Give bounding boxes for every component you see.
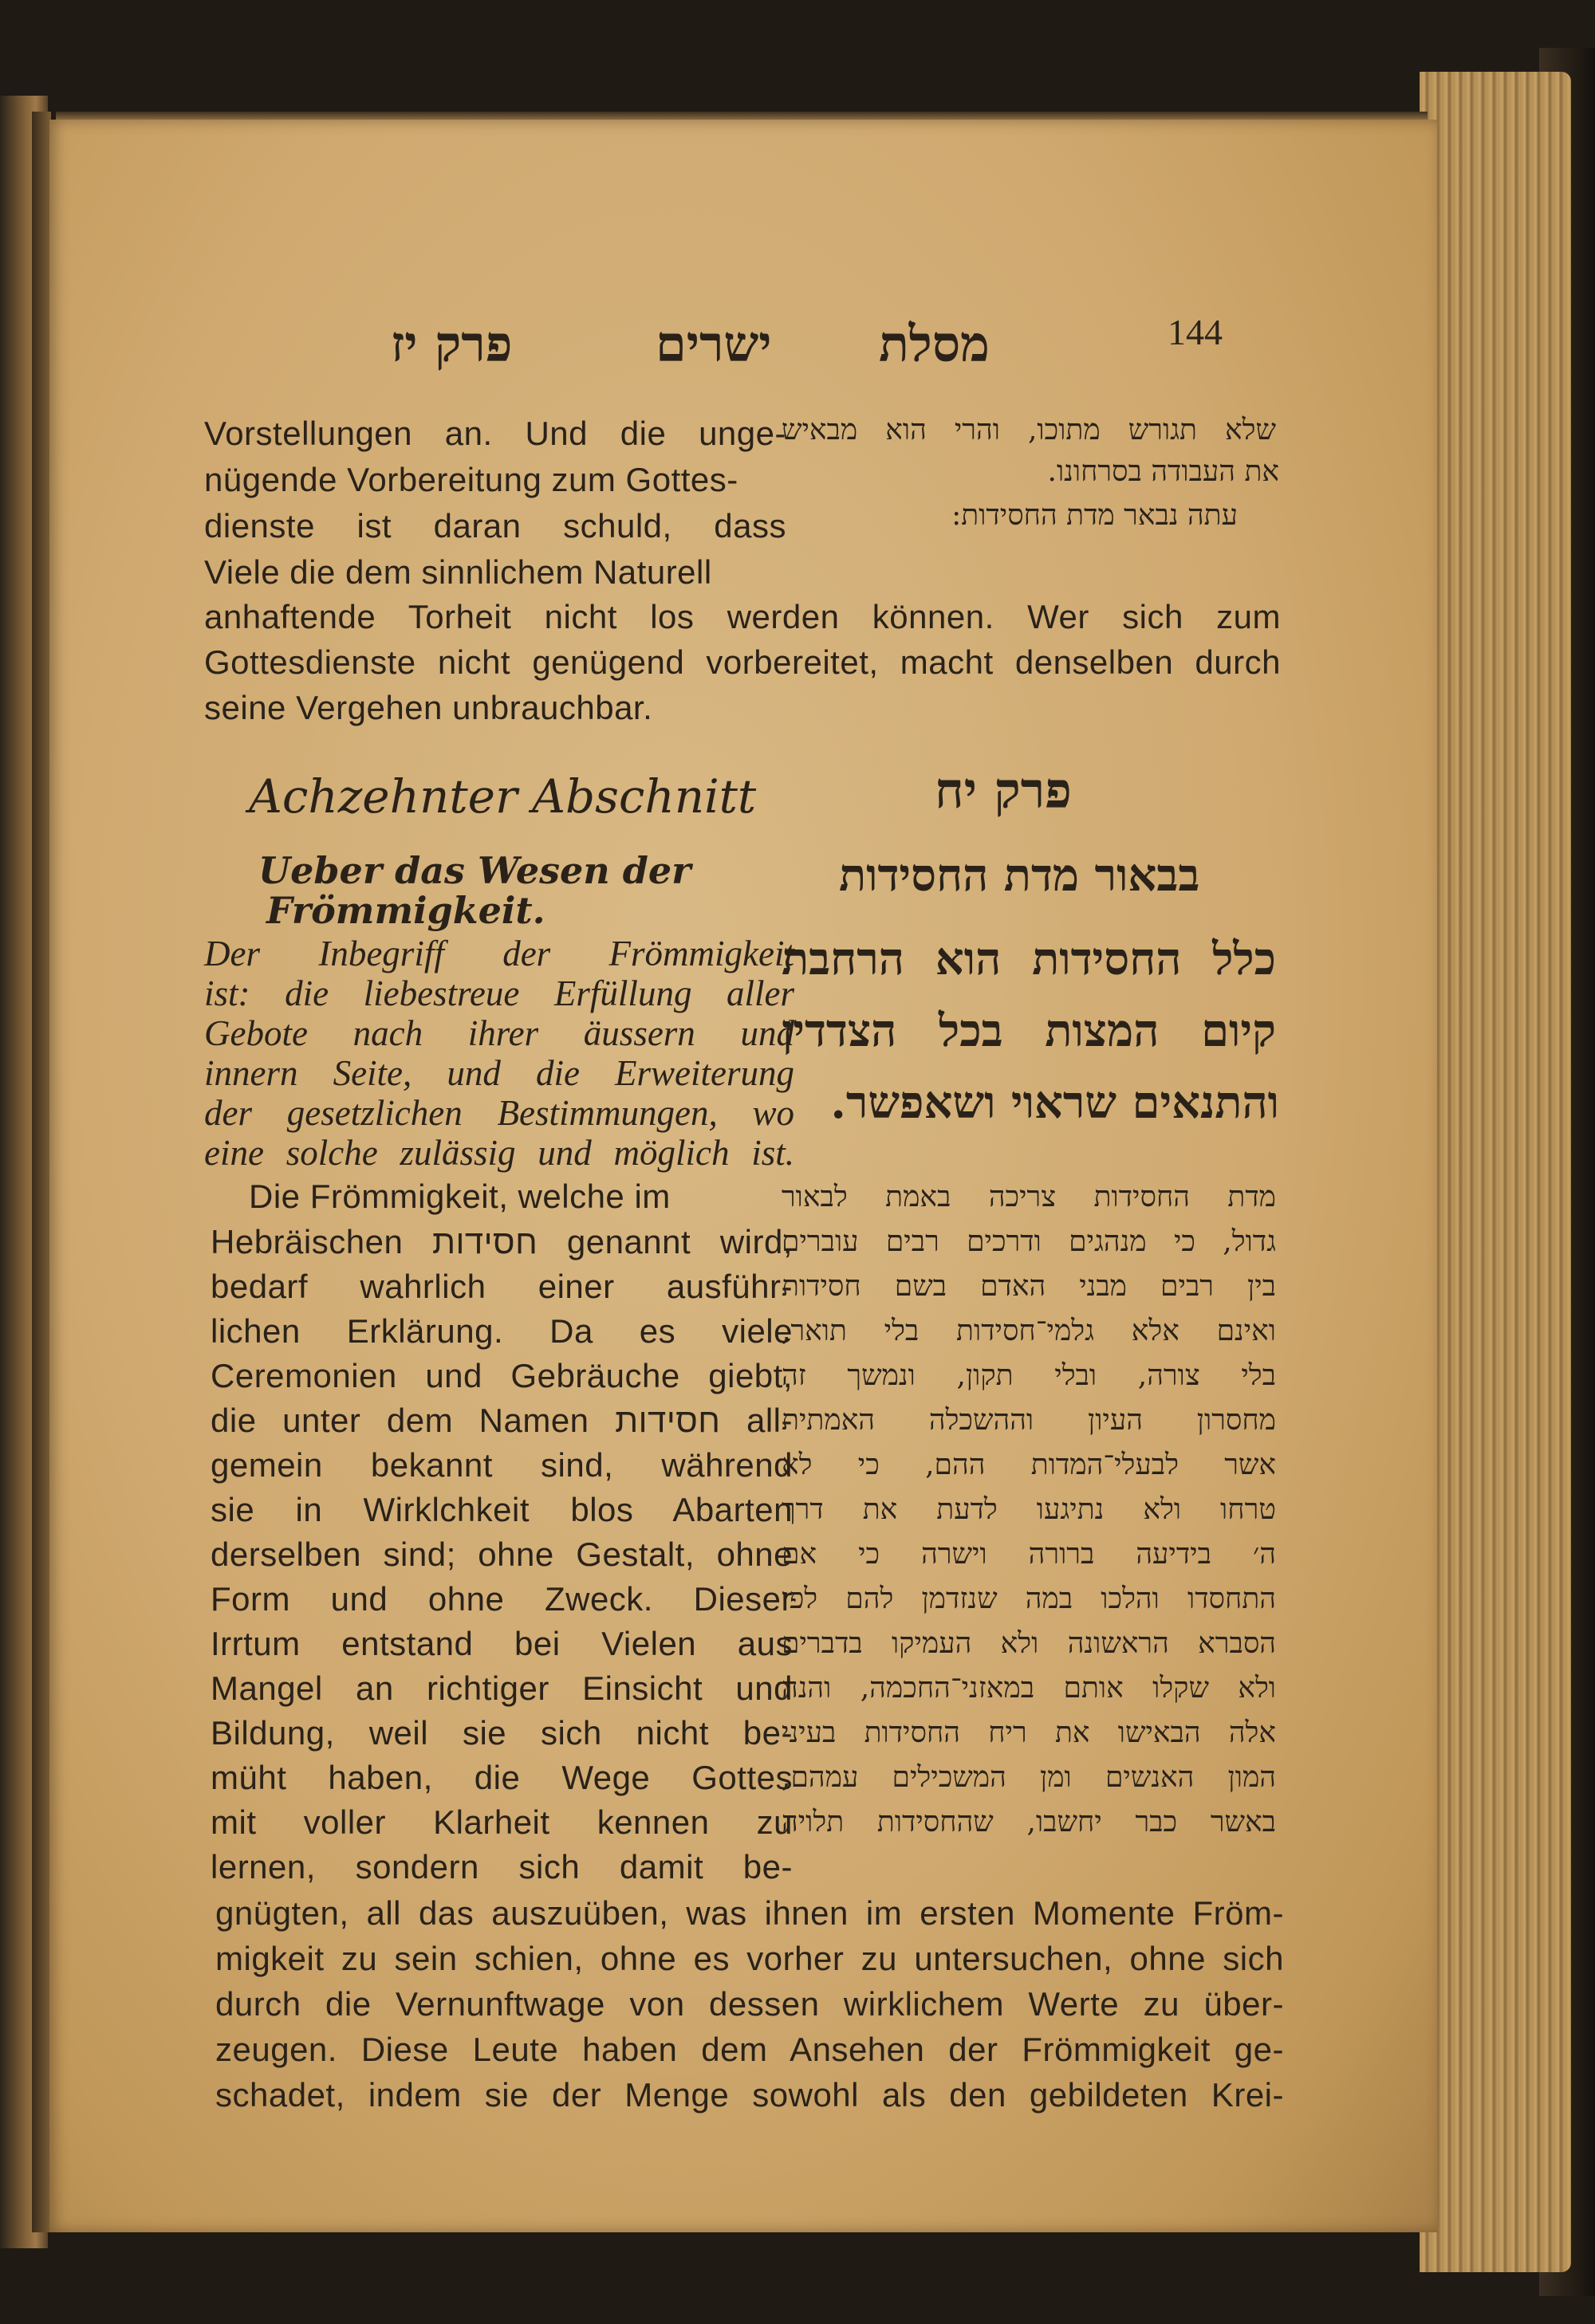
german-section-heading: Achzehnter Abschnitt: [249, 769, 757, 824]
book-page: [49, 120, 1437, 2232]
german-body-line: mit voller Klarheit kennen zu: [211, 1803, 793, 1841]
german-summary-line: innern Seite, und die Erweiterung: [204, 1053, 794, 1093]
german-full-line: seine Vergehen unbrauchbar.: [204, 689, 653, 726]
german-top-line: nügende Vorbereitung zum Gottes-: [204, 461, 738, 498]
german-full-line: durch die Vernunftwage von dessen wirklichem Werte zu über-: [215, 1985, 1284, 2023]
german-body-line: Form und ohne Zweck. Dieser: [211, 1580, 793, 1618]
german-full-line: anhaftende Torheit nicht los werden können. Wer sich zum: [204, 598, 1281, 635]
running-title-right: מסלת: [879, 315, 990, 373]
german-body-line: Die Frömmigkeit, welche im: [249, 1178, 671, 1215]
german-body-line: bedarf wahrlich einer ausführ-: [211, 1268, 793, 1305]
german-top-line: dienste ist daran schuld, dass: [204, 507, 786, 545]
hebrew-subheading: בבאור מדת החסידות: [839, 849, 1200, 902]
hebrew-body-line: מדת החסידות צריכה באמת לבאור: [782, 1181, 1276, 1213]
german-body-line: Bildung, weil sie sich nicht be-: [211, 1714, 793, 1752]
german-body-line: Ceremonien und Gebräuche giebt,: [211, 1357, 793, 1394]
german-body-line: müht haben, die Wege Gottes: [211, 1759, 793, 1796]
german-summary-line: Gebote nach ihrer äussern und: [204, 1013, 794, 1053]
running-title-left: פרק יז: [391, 315, 513, 373]
hebrew-body-line: גדול, כי מנהגים ודרכים רבים עוברים: [782, 1225, 1276, 1258]
hebrew-body-line: ולא שקלו אותם במאזני־החכמה, והנה: [782, 1672, 1276, 1705]
hebrew-top-line: עתה נבאר מדת החסידות:: [951, 499, 1238, 532]
german-body-line: die unter dem Namen חסידות all-: [211, 1402, 793, 1439]
german-body-line: sie in Wirklchkeit blos Abarten: [211, 1491, 793, 1528]
german-full-line: gnügten, all das auszuüben, was ihnen im ersten Momente Fröm-: [215, 1894, 1284, 1932]
hebrew-summary-line: קיום המצות בכל הצדדין: [782, 1005, 1276, 1057]
hebrew-body-line: המון האנשים ומן המשכילים עמהם,: [782, 1761, 1276, 1794]
hebrew-body-line: מחסרון העיון וההשכלה האמתית: [782, 1404, 1276, 1437]
german-body-line: lichen Erklärung. Da es viele: [211, 1312, 793, 1350]
hebrew-body-line: ה׳ בידיעה ברורה וישרה כי אם: [782, 1538, 1276, 1571]
german-body-line: Hebräischen חסידות genannt wird,: [211, 1223, 793, 1260]
hebrew-body-line: ואינם אלא גלמי־חסידות בלי תואר,: [782, 1315, 1276, 1347]
running-title-middle: ישרים: [656, 315, 772, 373]
german-top-line: Vorstellungen an. Und die unge-: [204, 415, 786, 452]
german-body-line: Irrtum entstand bei Vielen aus: [211, 1625, 793, 1662]
book-gutter: [32, 112, 51, 2232]
german-summary-line: eine solche zulässig und möglich ist.: [204, 1133, 794, 1173]
hebrew-body-line: אשר לבעלי־המדות ההם, כי לא: [782, 1449, 1276, 1481]
hebrew-body-line: באשר כבר יחשבו, שהחסידות תלויה: [782, 1806, 1276, 1838]
german-top-line: Viele die dem sinnlichem Naturell: [204, 553, 712, 591]
german-summary-line: ist: die liebestreue Erfüllung aller: [204, 973, 794, 1013]
german-body-line: derselben sind; ohne Gestalt, ohne: [211, 1536, 793, 1573]
german-full-line: zeugen. Diese Leute haben dem Ansehen der Frömmigkeit ge-: [215, 2031, 1284, 2068]
hebrew-body-line: בין רבים מבני האדם בשם חסידות: [782, 1270, 1276, 1303]
german-full-line: schadet, indem sie der Menge sowohl als den gebildeten Krei-: [215, 2076, 1284, 2114]
hebrew-body-line: בלי צורה, ובלי תקון, ונמשך זה: [782, 1359, 1276, 1392]
hebrew-section-heading: פרק יח: [935, 761, 1072, 820]
hebrew-body-line: טרחו ולא נתיגעו לדעת את דרך: [782, 1493, 1276, 1526]
page-stack-edges: [1420, 72, 1571, 2272]
hebrew-top-line: שלא תגורש מתוכו, והרי הוא מבאיש: [782, 414, 1276, 446]
hebrew-summary-line: והתנאים שראוי ושאפשר.: [830, 1076, 1279, 1129]
german-summary-line: Der Inbegriff der Frömmigkeit: [204, 934, 794, 973]
german-full-line: migkeit zu sein schien, ohne es vorher zu untersuchen, ohne sich: [215, 1940, 1284, 1977]
german-body-line: gemein bekannt sind, während: [211, 1446, 793, 1484]
hebrew-summary-line: כלל החסידות הוא הרחבת: [782, 933, 1276, 985]
hebrew-body-line: התחסדו והלכו במה שנזדמן להם לפי: [782, 1583, 1276, 1615]
german-body-line: lernen, sondern sich damit be-: [211, 1848, 793, 1886]
page-number: 144: [1168, 312, 1223, 352]
german-subheading: Frömmigkeit.: [266, 889, 545, 932]
german-subheading: Ueber das Wesen der: [258, 849, 691, 892]
hebrew-body-line: הסברא הראשונה ולא העמיקו בדברים: [782, 1627, 1276, 1660]
german-summary-line: der gesetzlichen Bestimmungen, wo: [204, 1093, 794, 1133]
german-full-line: Gottesdienste nicht genügend vorbereitet, macht denselben durch: [204, 643, 1281, 681]
german-body-line: Mangel an richtiger Einsicht und: [211, 1669, 793, 1707]
hebrew-body-line: אלה הבאישו את ריח החסידות בעיני: [782, 1716, 1276, 1749]
hebrew-top-line: את העבודה בסרחונו.: [1047, 455, 1279, 488]
